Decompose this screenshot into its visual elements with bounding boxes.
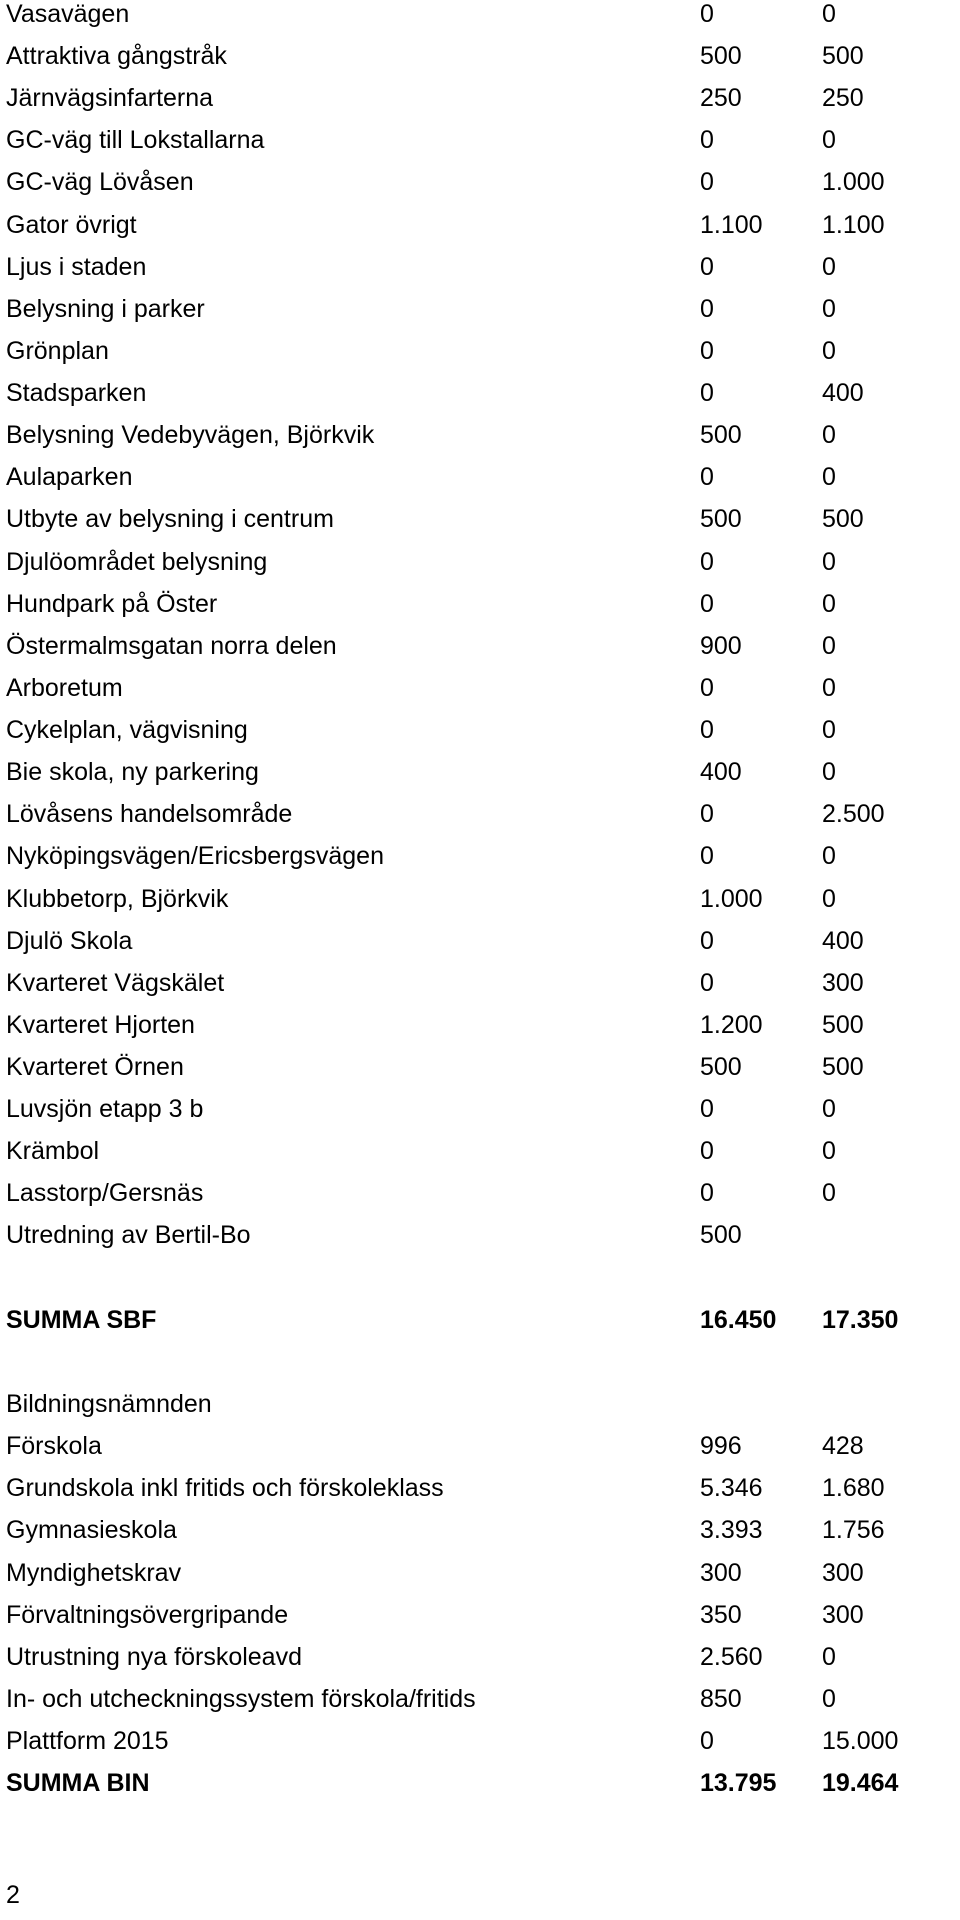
row-label: Cykelplan, vägvisning <box>6 716 248 745</box>
row-value-1: 0 <box>700 547 714 576</box>
table-row <box>0 35 960 77</box>
row-label: GC-väg Lövåsen <box>6 168 194 197</box>
row-value-1: 400 <box>700 758 742 787</box>
table-row <box>0 330 960 372</box>
section-heading-row <box>0 1383 960 1425</box>
row-value-1: 0 <box>700 168 714 197</box>
row-value-1: 1.100 <box>700 210 763 239</box>
table-row <box>0 246 960 288</box>
row-value-1: 2.560 <box>700 1643 763 1671</box>
row-label: Utredning av Bertil-Bo <box>6 1221 251 1250</box>
table-row <box>0 751 960 793</box>
row-value-1: 0 <box>700 126 714 155</box>
row-label: Aulaparken <box>6 463 133 492</box>
row-value-1: 0 <box>700 589 714 618</box>
row-value-1: 3.393 <box>700 1516 763 1545</box>
row-value-2: 500 <box>822 1053 864 1081</box>
table-row <box>0 288 960 330</box>
row-label: Östermalmsgatan norra delen <box>6 631 337 660</box>
row-value-2: 428 <box>822 1432 864 1460</box>
row-label: Kvarteret Hjorten <box>6 1010 195 1039</box>
row-value-2: 0 <box>822 673 836 702</box>
row-value-1: 0 <box>700 968 714 997</box>
table-row <box>0 920 960 962</box>
row-label: Gymnasieskola <box>6 1516 177 1545</box>
row-label: Belysning Vedebyvägen, Björkvik <box>6 421 375 450</box>
row-label: Lövåsens handelsområde <box>6 800 293 829</box>
row-value-1: 0 <box>700 294 714 323</box>
table-row <box>0 1594 960 1636</box>
row-label: Belysning i parker <box>6 294 205 323</box>
summa-bin-value-1: 13.795 <box>700 1769 777 1797</box>
table-row <box>0 1720 960 1762</box>
summa-sbf-value-1: 16.450 <box>700 1306 777 1334</box>
row-value-2: 0 <box>822 589 836 618</box>
row-label: Stadsparken <box>6 379 147 408</box>
row-value-1: 0 <box>700 1727 714 1756</box>
row-value-1: 0 <box>700 842 714 871</box>
row-value-2: 0 <box>822 842 836 871</box>
row-value-2: 1.756 <box>822 1516 885 1545</box>
row-value-2: 250 <box>822 84 864 113</box>
row-value-1: 500 <box>700 1053 742 1081</box>
table-row <box>0 709 960 751</box>
row-label: Luvsjön etapp 3 b <box>6 1095 204 1124</box>
table-row <box>0 204 960 246</box>
row-value-2: 300 <box>822 1600 864 1629</box>
row-value-2: 500 <box>822 42 864 71</box>
table-row <box>0 1509 960 1551</box>
table-row <box>0 1130 960 1172</box>
row-value-1: 500 <box>700 42 742 71</box>
summa-bin-row <box>0 1762 960 1804</box>
row-label: Järnvägsinfarterna <box>6 84 214 113</box>
row-label: Lasstorp/Gersnäs <box>6 1179 204 1208</box>
row-value-2: 0 <box>822 463 836 492</box>
row-value-2: 300 <box>822 1558 864 1587</box>
summa-sbf-label: SUMMA SBF <box>6 1306 157 1334</box>
row-value-2: 500 <box>822 505 864 534</box>
table-row <box>0 1172 960 1214</box>
row-value-1: 0 <box>700 252 714 281</box>
row-value-2: 1.100 <box>822 210 885 239</box>
row-value-2: 0 <box>822 1643 836 1671</box>
row-value-2: 400 <box>822 926 864 955</box>
row-value-2: 0 <box>822 294 836 323</box>
table-row <box>0 625 960 667</box>
row-label: Utrustning nya förskoleavd <box>6 1643 302 1671</box>
row-value-1: 500 <box>700 421 742 450</box>
table-row <box>0 1552 960 1594</box>
row-value-2: 1.680 <box>822 1474 885 1503</box>
row-label: Grönplan <box>6 336 109 365</box>
row-value-2: 0 <box>822 631 836 660</box>
table-row <box>0 583 960 625</box>
table-row <box>0 119 960 161</box>
row-value-2: 0 <box>822 0 836 28</box>
row-label: Grundskola inkl fritids och förskoleklass <box>6 1474 444 1503</box>
row-label: Kvarteret Örnen <box>6 1053 184 1081</box>
row-value-1: 5.346 <box>700 1474 763 1503</box>
summa-bin-value-2: 19.464 <box>822 1769 899 1797</box>
summa-sbf-row <box>0 1299 960 1341</box>
row-value-2: 1.000 <box>822 168 885 197</box>
table-row <box>0 1467 960 1509</box>
row-value-2: 0 <box>822 1095 836 1124</box>
table-row <box>0 456 960 498</box>
table-row <box>0 77 960 119</box>
row-label: Arboretum <box>6 673 123 702</box>
table-row <box>0 414 960 456</box>
section-heading: Bildningsnämnden <box>6 1390 212 1418</box>
row-label: In- och utcheckningssystem förskola/fritids <box>6 1685 476 1714</box>
table-row <box>0 835 960 877</box>
row-label: Klubbetorp, Björkvik <box>6 884 229 913</box>
row-label: Djulö Skola <box>6 926 133 955</box>
row-value-1: 0 <box>700 1137 714 1166</box>
row-label: Kvarteret Vägskälet <box>6 968 225 997</box>
row-label: Hundpark på Öster <box>6 589 218 618</box>
row-value-2: 0 <box>822 1685 836 1714</box>
table-row <box>0 541 960 583</box>
row-value-1: 0 <box>700 463 714 492</box>
row-value-1: 250 <box>700 84 742 113</box>
row-label: Krämbol <box>6 1137 100 1166</box>
table-row <box>0 1678 960 1720</box>
table-row <box>0 161 960 203</box>
row-label: Gator övrigt <box>6 210 137 239</box>
row-value-2: 0 <box>822 1137 836 1166</box>
row-label: Ljus i staden <box>6 252 147 281</box>
table-row <box>0 1636 960 1678</box>
table-row <box>0 878 960 920</box>
row-label: Förskola <box>6 1432 102 1460</box>
row-value-1: 0 <box>700 379 714 408</box>
row-value-1: 0 <box>700 1179 714 1208</box>
row-value-1: 0 <box>700 926 714 955</box>
row-value-2: 300 <box>822 968 864 997</box>
row-value-1: 996 <box>700 1432 742 1460</box>
table-row <box>0 1214 960 1256</box>
table-row <box>0 498 960 540</box>
row-label: Attraktiva gångstråk <box>6 42 227 71</box>
row-value-1: 850 <box>700 1685 742 1714</box>
table-row <box>0 1004 960 1046</box>
row-value-2: 0 <box>822 884 836 913</box>
page-number: 2 <box>6 1881 20 1909</box>
summa-bin-label: SUMMA BIN <box>6 1769 150 1797</box>
row-value-1: 500 <box>700 505 742 534</box>
row-value-2: 0 <box>822 421 836 450</box>
row-value-2: 0 <box>822 758 836 787</box>
table-row <box>0 1425 960 1467</box>
row-label: Nyköpingsvägen/Ericsbergsvägen <box>6 842 384 871</box>
row-label: Plattform 2015 <box>6 1727 169 1756</box>
row-value-1: 1.000 <box>700 884 763 913</box>
table-row <box>0 372 960 414</box>
row-value-1: 1.200 <box>700 1010 763 1039</box>
summa-sbf-value-2: 17.350 <box>822 1306 899 1334</box>
row-value-2: 0 <box>822 126 836 155</box>
row-value-1: 350 <box>700 1600 742 1629</box>
table-row <box>0 793 960 835</box>
row-label: Förvaltningsövergripande <box>6 1600 289 1629</box>
row-value-1: 0 <box>700 336 714 365</box>
row-value-1: 0 <box>700 0 714 28</box>
row-value-1: 0 <box>700 1095 714 1124</box>
row-value-2: 500 <box>822 1010 864 1039</box>
row-value-1: 0 <box>700 716 714 745</box>
row-value-2: 400 <box>822 379 864 408</box>
row-label: Utbyte av belysning i centrum <box>6 505 334 534</box>
row-label: Bie skola, ny parkering <box>6 758 259 787</box>
row-value-2: 0 <box>822 252 836 281</box>
table-row <box>0 1046 960 1088</box>
row-value-2: 0 <box>822 1179 836 1208</box>
row-value-2: 15.000 <box>822 1727 899 1756</box>
row-label: GC-väg till Lokstallarna <box>6 126 265 155</box>
row-value-1: 500 <box>700 1221 742 1250</box>
table-row <box>0 667 960 709</box>
row-value-1: 300 <box>700 1558 742 1587</box>
row-label: Djulöområdet belysning <box>6 547 268 576</box>
row-value-2: 0 <box>822 716 836 745</box>
row-label: Vasavägen <box>6 0 130 28</box>
row-value-1: 0 <box>700 673 714 702</box>
row-value-2: 0 <box>822 336 836 365</box>
row-value-2: 2.500 <box>822 800 885 829</box>
table-row <box>0 1088 960 1130</box>
table-row <box>0 962 960 1004</box>
row-value-1: 900 <box>700 631 742 660</box>
row-value-2: 0 <box>822 547 836 576</box>
table-row <box>0 0 960 35</box>
row-label: Myndighetskrav <box>6 1558 182 1587</box>
row-value-1: 0 <box>700 800 714 829</box>
